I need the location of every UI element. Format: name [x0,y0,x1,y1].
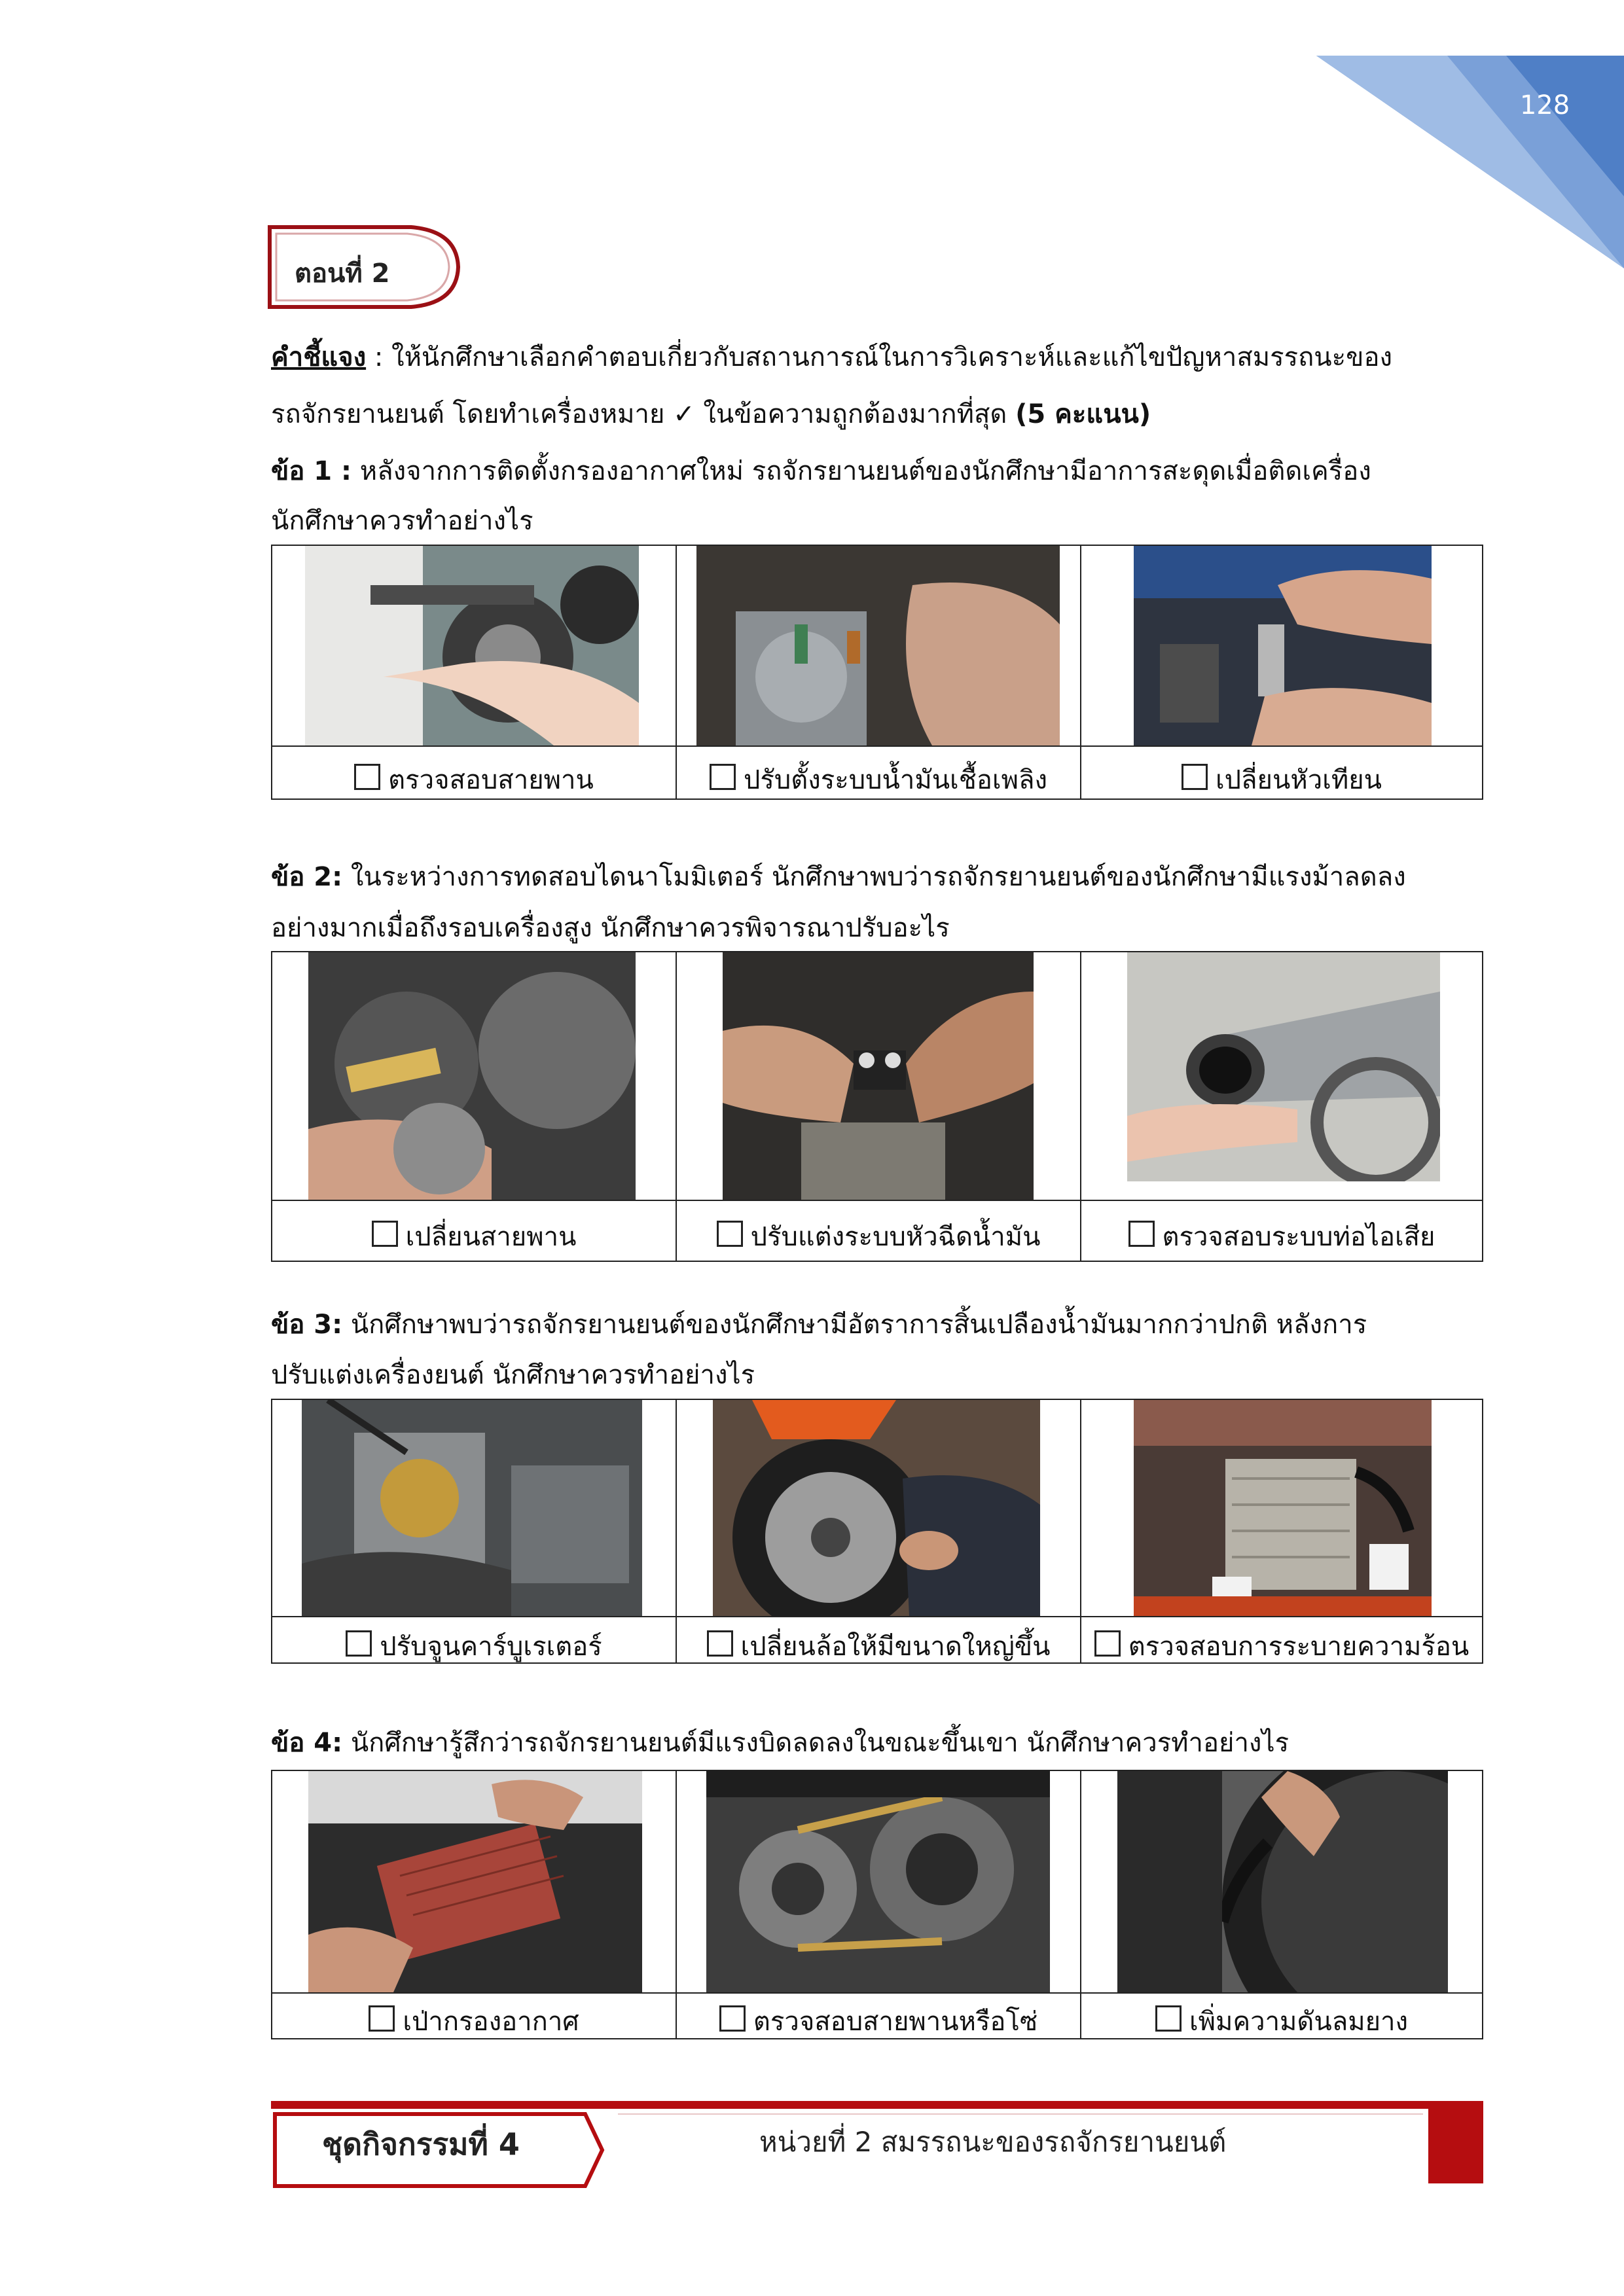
checkbox-icon[interactable] [1155,2005,1182,2032]
checkbox-icon[interactable] [1182,764,1208,790]
question-4-option-1[interactable] [272,1771,676,2038]
photo-radiator [1134,1400,1432,1616]
instructions-text-1: : ให้นักศึกษาเลือกคำตอบเกี่ยวกับสถานการณ์ในการวิเคราะห์และแก้ไขปัญหาสมรรถนะของ [366,342,1393,372]
question-3-text-2: ปรับแต่งเครื่องยนต์ นักศึกษาควรทำอย่างไร [271,1360,755,1390]
question-4-options-table [271,1770,1483,2039]
question-2-line-1 [271,859,1406,895]
question-1-option-1[interactable] [272,546,676,798]
photo-belt-replace [308,952,636,1200]
question-1-line-1 [271,453,1371,490]
question-2-label: ข้อ 2: [271,862,343,892]
question-3-option-3[interactable] [1080,1400,1482,1662]
question-2-option-3[interactable] [1080,952,1482,1261]
option-label: ปรับจูนคาร์บูเรเตอร์ [380,1632,602,1662]
instructions-heading: คำชี้แจง [271,342,367,372]
option-label: ปรับแต่งระบบหัวฉีดน้ำมัน [750,1222,1041,1252]
option-label: ตรวจสอบสายพานหรือโซ่ [753,2007,1038,2037]
question-2-text-2: อย่างมากเมื่อถึงรอบเครื่องสูง นักศึกษาควรพิจารณาปรับอะไร [271,913,950,943]
checkbox-icon[interactable] [369,2005,395,2032]
question-2-text-1: ในระหว่างการทดสอบไดนาโมมิเตอร์ นักศึกษาพบว่ารถจักรยานยนต์ของนักศึกษามีแรงม้าลดลง [342,862,1406,892]
page-corner-decoration [1166,0,1624,281]
photo-spark-plug [1134,546,1432,745]
checkbox-icon[interactable] [354,764,380,790]
question-3-options-table [271,1399,1483,1664]
question-1-text-2: นักศึกษาควรทำอย่างไร [271,506,533,536]
option-label: เป่ากรองอากาศ [403,2007,579,2037]
checkbox-icon[interactable] [346,1630,372,1657]
question-4-text-1: นักศึกษารู้สึกว่ารถจักรยานยนต์มีแรงบิดลดลงในขณะขึ้นเขา นักศึกษาควรทำอย่างไร [342,1728,1290,1758]
question-4-option-2[interactable] [676,1771,1080,2038]
photo-fuel-injector [723,952,1034,1200]
option-label: ปรับตั้งระบบน้ำมันเชื้อเพลิง [744,765,1047,795]
checkbox-icon[interactable] [372,1221,398,1247]
checkbox-icon[interactable] [719,2005,746,2032]
option-label: ตรวจสอบการระบายความร้อน [1128,1632,1470,1662]
option-label: เปลี่ยนสายพาน [405,1222,577,1252]
option-label: ตรวจสอบสายพาน [388,765,594,795]
instructions-text-3: ในข้อความถูกต้องมากที่สุด [695,399,1016,429]
photo-drive-chain [706,1771,1050,1992]
footer-unit-label: หน่วยที่ 2 สมรรถนะของรถจักรยานยนต์ [759,2126,1227,2158]
photo-wheel-change [713,1400,1040,1616]
question-2-option-1[interactable] [272,952,676,1261]
check-mark-icon: ✓ [673,399,695,429]
question-2-option-2[interactable] [676,952,1080,1261]
page-number: 128 [1519,90,1570,120]
score-label: (5 คะแนน) [1015,399,1151,429]
photo-air-filter [308,1771,642,1992]
question-4-label: ข้อ 4: [271,1728,343,1758]
photo-carburetor [302,1400,642,1616]
option-label: เปลี่ยนหัวเทียน [1215,765,1382,795]
question-3-text-1: นักศึกษาพบว่ารถจักรยานยนต์ของนักศึกษามีอัตราการสิ้นเปลืองน้ำมันมากกว่าปกติ หลังการ [342,1310,1367,1340]
instructions-text-2: รถจักรยานยนต์ โดยทำเครื่องหมาย [271,399,674,429]
question-3-label: ข้อ 3: [271,1310,343,1340]
photo-tire-pressure [1117,1771,1448,1992]
photo-exhaust-pipe [1127,952,1440,1181]
instructions-line-1 [271,339,1392,376]
question-1-label: ข้อ 1 : [271,456,352,486]
question-3-option-1[interactable] [272,1400,676,1662]
photo-fuel-system [696,546,1060,745]
option-label: เพิ่มความดันลมยาง [1189,2007,1409,2037]
question-4-line-1 [271,1725,1289,1761]
question-1-options-table [271,545,1483,800]
checkbox-icon[interactable] [1094,1630,1121,1657]
question-1-text-1: หลังจากการติดตั้งกรองอากาศใหม่ รถจักรยานยนต์ของนักศึกษามีอาการสะดุดเมื่อติดเครื่อง [352,456,1371,486]
photo-belt-check [305,546,639,745]
question-3-line-1 [271,1306,1367,1343]
checkbox-icon[interactable] [707,1630,733,1657]
option-label: ตรวจสอบระบบท่อไอเสีย [1162,1222,1435,1252]
footer-activity-label: ชุดกิจกรรมที่ 4 [322,2126,520,2162]
question-2-options-table [271,951,1483,1262]
question-3-option-2[interactable] [676,1400,1080,1662]
checkbox-icon[interactable] [717,1221,743,1247]
section-label: ตอนที่ 2 [295,259,390,289]
checkbox-icon[interactable] [1128,1221,1155,1247]
question-1-option-3[interactable] [1080,546,1482,798]
question-1-option-2[interactable] [676,546,1080,798]
question-4-option-3[interactable] [1080,1771,1482,2038]
option-label: เปลี่ยนล้อให้มีขนาดใหญ่ขึ้น [740,1632,1051,1662]
instructions-line-2 [271,396,1151,433]
checkbox-icon[interactable] [710,764,736,790]
